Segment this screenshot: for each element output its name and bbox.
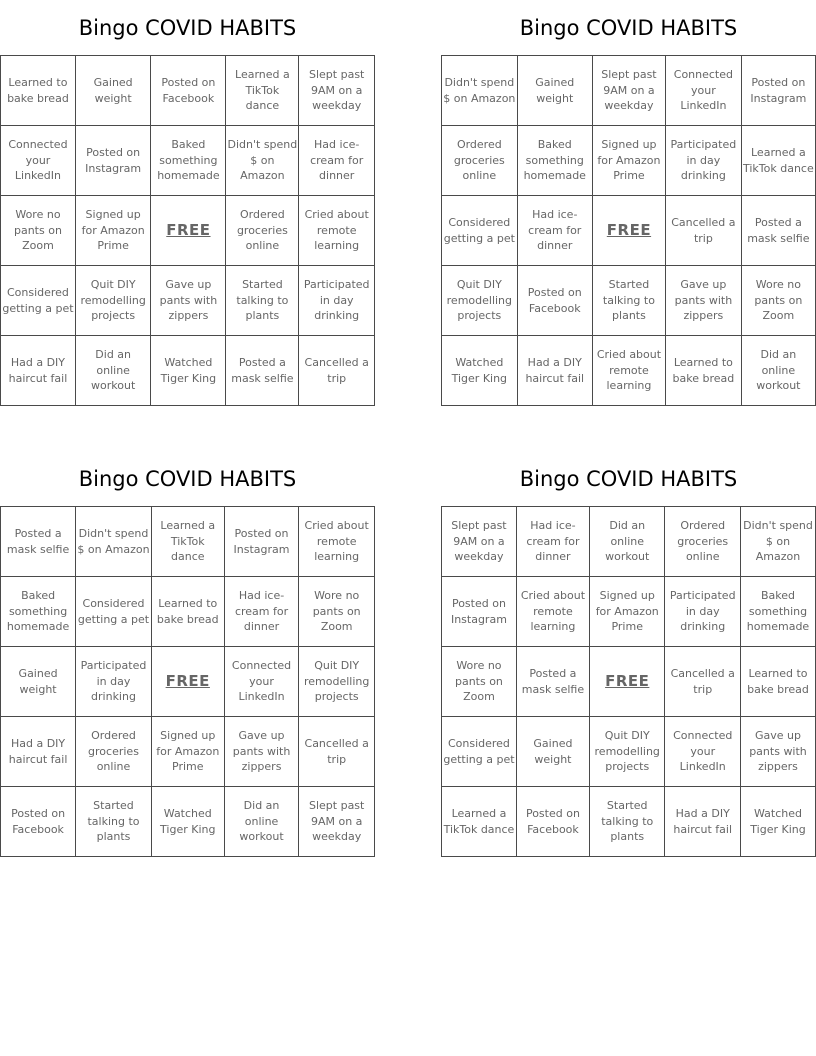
- bingo-cell: Considered getting a pet: [1, 266, 76, 336]
- bingo-cell: Did an online workout: [224, 787, 299, 857]
- bingo-cell: Wore no pants on Zoom: [299, 577, 375, 647]
- bingo-cell: Had a DIY haircut fail: [1, 336, 76, 406]
- bingo-cell: Cancelled a trip: [299, 336, 375, 406]
- bingo-cell: Quit DIY remodelling projects: [75, 266, 151, 336]
- bingo-row: [1, 266, 375, 336]
- bingo-cell: Baked something homemade: [151, 126, 226, 196]
- bingo-cell: Gave up pants with zippers: [224, 717, 299, 787]
- bingo-cell: Posted on Instagram: [75, 126, 151, 196]
- bingo-cell: Learned to bake bread: [151, 577, 224, 647]
- bingo-cell: Learned a TikTok dance: [151, 507, 224, 577]
- bingo-cell: Gained weight: [517, 56, 592, 126]
- bingo-cell: Learned a TikTok dance: [226, 56, 299, 126]
- bingo-grid: [0, 55, 375, 406]
- bingo-cell: Cried about remote learning: [299, 507, 375, 577]
- bingo-row: [442, 717, 816, 787]
- bingo-cell: Wore no pants on Zoom: [741, 266, 815, 336]
- bingo-cell: Slept past 9AM on a weekday: [442, 507, 517, 577]
- bingo-cell: Did an online workout: [75, 336, 151, 406]
- bingo-cell: Posted a mask selfie: [1, 507, 76, 577]
- bingo-row: [442, 266, 816, 336]
- bingo-cell: Slept past 9AM on a weekday: [299, 56, 375, 126]
- bingo-cell: Posted on Facebook: [517, 266, 592, 336]
- bingo-cell: Watched Tiger King: [151, 336, 226, 406]
- bingo-cell: Signed up for Amazon Prime: [592, 126, 665, 196]
- bingo-cell: Didn't spend $ on Amazon: [741, 507, 816, 577]
- bingo-cell: Had ice-cream for dinner: [517, 196, 592, 266]
- bingo-cell: Considered getting a pet: [442, 717, 517, 787]
- bingo-cell: Learned to bake bread: [741, 647, 816, 717]
- bingo-cell: Wore no pants on Zoom: [1, 196, 76, 266]
- bingo-cell: Learned to bake bread: [1, 56, 76, 126]
- free-space-cell: FREE: [151, 647, 224, 717]
- bingo-grid: [441, 506, 816, 857]
- bingo-cell: Participated in day drinking: [299, 266, 375, 336]
- bingo-cell: Had ice-cream for dinner: [224, 577, 299, 647]
- bingo-cell: Gained weight: [1, 647, 76, 717]
- bingo-cell: Didn't spend $ on Amazon: [76, 507, 152, 577]
- bingo-cell: Considered getting a pet: [76, 577, 152, 647]
- bingo-cell: Ordered groceries online: [76, 717, 152, 787]
- bingo-cell: Cancelled a trip: [665, 647, 741, 717]
- bingo-cell: Participated in day drinking: [666, 126, 742, 196]
- bingo-cell: Ordered groceries online: [442, 126, 518, 196]
- bingo-cell: Watched Tiger King: [151, 787, 224, 857]
- bingo-cell: Learned a TikTok dance: [442, 787, 517, 857]
- bingo-row: [442, 126, 816, 196]
- bingo-cell: Quit DIY remodelling projects: [299, 647, 375, 717]
- bingo-cell: Slept past 9AM on a weekday: [592, 56, 665, 126]
- bingo-cell: Started talking to plants: [76, 787, 152, 857]
- bingo-cell: Baked something homemade: [741, 577, 816, 647]
- bingo-cell: Cancelled a trip: [299, 717, 375, 787]
- bingo-row: [1, 647, 375, 717]
- bingo-cell: Ordered groceries online: [665, 507, 741, 577]
- bingo-cell: Connected your LinkedIn: [1, 126, 76, 196]
- bingo-row: [1, 717, 375, 787]
- bingo-cell: Cried about remote learning: [299, 196, 375, 266]
- bingo-cell: Didn't spend $ on Amazon: [442, 56, 518, 126]
- bingo-cell: Gained weight: [75, 56, 151, 126]
- bingo-cell: Had a DIY haircut fail: [517, 336, 592, 406]
- bingo-cell: Watched Tiger King: [741, 787, 816, 857]
- bingo-cell: Baked something homemade: [517, 126, 592, 196]
- bingo-row: [1, 787, 375, 857]
- bingo-cell: Signed up for Amazon Prime: [151, 717, 224, 787]
- bingo-cell: Gained weight: [516, 717, 589, 787]
- bingo-cell: Gave up pants with zippers: [741, 717, 816, 787]
- bingo-row: [442, 577, 816, 647]
- bingo-row: [1, 56, 375, 126]
- bingo-cell: Signed up for Amazon Prime: [75, 196, 151, 266]
- bingo-cell: Had a DIY haircut fail: [665, 787, 741, 857]
- free-space-cell: FREE: [151, 196, 226, 266]
- bingo-cell: Had ice-cream for dinner: [516, 507, 589, 577]
- bingo-cell: Connected your LinkedIn: [666, 56, 742, 126]
- bingo-row: [442, 507, 816, 577]
- bingo-grid: [0, 506, 375, 857]
- bingo-cell: Learned to bake bread: [666, 336, 742, 406]
- bingo-cell: Ordered groceries online: [226, 196, 299, 266]
- bingo-cell: Quit DIY remodelling projects: [442, 266, 518, 336]
- bingo-cell: Had a DIY haircut fail: [1, 717, 76, 787]
- bingo-cell: Did an online workout: [589, 507, 664, 577]
- bingo-cell: Baked something homemade: [1, 577, 76, 647]
- card-title: Bingo COVID HABITS: [78, 16, 297, 40]
- free-space-cell: FREE: [592, 196, 665, 266]
- bingo-cell: Slept past 9AM on a weekday: [299, 787, 375, 857]
- bingo-cell: Connected your LinkedIn: [665, 717, 741, 787]
- bingo-row: [442, 56, 816, 126]
- bingo-cell: Posted on Facebook: [1, 787, 76, 857]
- bingo-cell: Signed up for Amazon Prime: [589, 577, 664, 647]
- bingo-row: [442, 336, 816, 406]
- bingo-cell: Watched Tiger King: [442, 336, 518, 406]
- bingo-row: [1, 196, 375, 266]
- bingo-row: [442, 787, 816, 857]
- bingo-cell: Started talking to plants: [592, 266, 665, 336]
- bingo-row: [1, 577, 375, 647]
- bingo-cell: Had ice-cream for dinner: [299, 126, 375, 196]
- bingo-row: [1, 336, 375, 406]
- card-title: Bingo COVID HABITS: [78, 467, 297, 491]
- bingo-cell: Posted a mask selfie: [741, 196, 815, 266]
- bingo-row: [1, 507, 375, 577]
- bingo-cell: Cried about remote learning: [592, 336, 665, 406]
- bingo-cell: Posted on Instagram: [442, 577, 517, 647]
- bingo-cell: Connected your LinkedIn: [224, 647, 299, 717]
- bingo-row: [442, 196, 816, 266]
- bingo-cell: Posted on Instagram: [741, 56, 815, 126]
- bingo-cell: Started talking to plants: [226, 266, 299, 336]
- bingo-cell: Posted on Facebook: [151, 56, 226, 126]
- free-space-cell: FREE: [589, 647, 664, 717]
- card-title: Bingo COVID HABITS: [519, 467, 738, 491]
- bingo-cell: Learned a TikTok dance: [741, 126, 815, 196]
- bingo-cell: Posted a mask selfie: [226, 336, 299, 406]
- bingo-cell: Participated in day drinking: [76, 647, 152, 717]
- bingo-cell: Gave up pants with zippers: [151, 266, 226, 336]
- bingo-row: [442, 647, 816, 717]
- bingo-cell: Considered getting a pet: [442, 196, 518, 266]
- bingo-cell: Posted a mask selfie: [516, 647, 589, 717]
- bingo-cell: Gave up pants with zippers: [666, 266, 742, 336]
- bingo-cell: Participated in day drinking: [665, 577, 741, 647]
- bingo-cell: Started talking to plants: [589, 787, 664, 857]
- bingo-cell: Posted on Facebook: [516, 787, 589, 857]
- bingo-cell: Posted on Instagram: [224, 507, 299, 577]
- card-title: Bingo COVID HABITS: [519, 16, 738, 40]
- bingo-cell: Quit DIY remodelling projects: [589, 717, 664, 787]
- bingo-grid: [441, 55, 816, 406]
- bingo-cell: Did an online workout: [741, 336, 815, 406]
- bingo-cell: Cancelled a trip: [666, 196, 742, 266]
- bingo-cell: Cried about remote learning: [516, 577, 589, 647]
- bingo-row: [1, 126, 375, 196]
- bingo-cell: Didn't spend $ on Amazon: [226, 126, 299, 196]
- bingo-cell: Wore no pants on Zoom: [442, 647, 517, 717]
